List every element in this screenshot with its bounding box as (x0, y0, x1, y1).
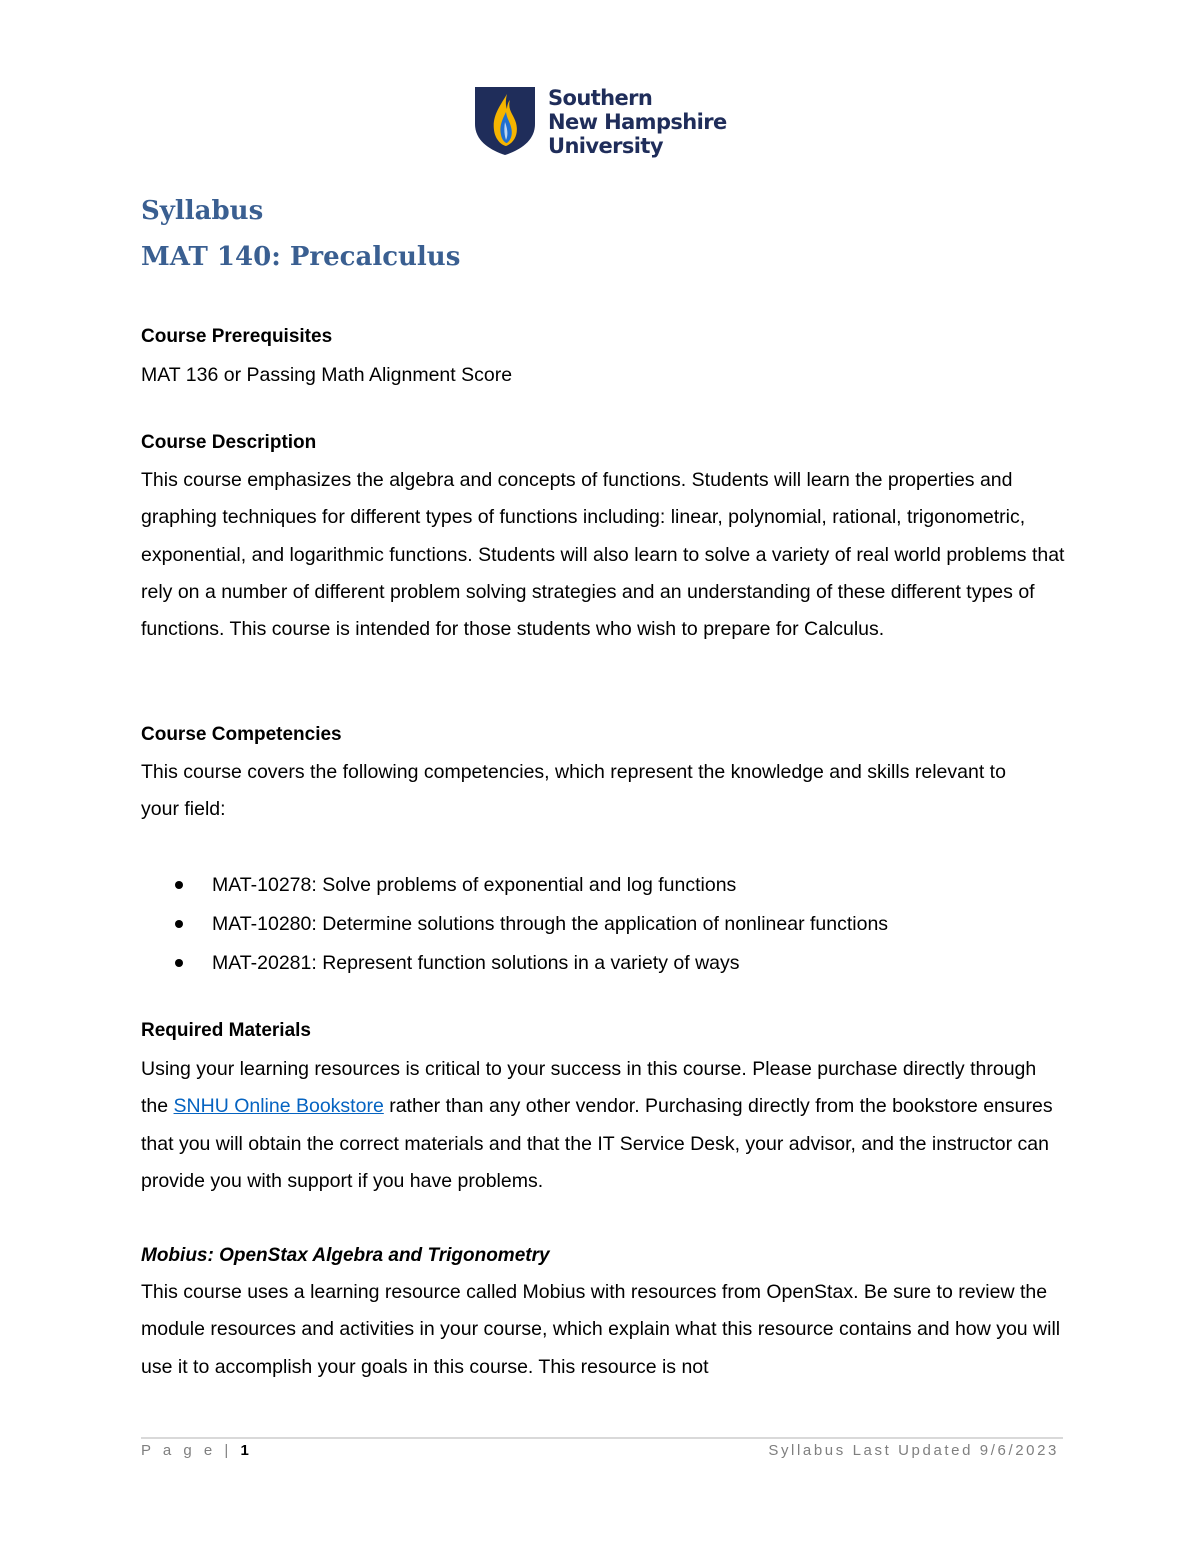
competencies-intro: This course covers the following competencies, which represent the knowledge and skills relevant to your field: (141, 761, 1006, 821)
list-item (141, 944, 888, 983)
mobius-heading: Mobius: OpenStax Algebra and Trigonometry (141, 1245, 550, 1266)
footer-page (141, 1442, 249, 1459)
logo-wordmark (548, 86, 727, 158)
footer-divider (141, 1437, 1063, 1439)
page-label: P a g e | (141, 1442, 233, 1459)
list-item (141, 866, 888, 905)
list-item (141, 905, 888, 944)
bullet-icon (175, 881, 183, 889)
bullet-icon (175, 920, 183, 928)
materials-heading: Required Materials (141, 1020, 311, 1041)
prerequisites-text: MAT 136 or Passing Math Alignment Score (141, 364, 513, 386)
competencies-heading: Course Competencies (141, 724, 342, 745)
bookstore-link[interactable]: SNHU Online Bookstore (173, 1095, 384, 1118)
description-heading: Course Description (141, 432, 317, 453)
competency-text: MAT-10278: Solve problems of exponential and log functions (212, 874, 737, 896)
shield-flame-icon (474, 86, 536, 156)
logo-line-2: New Hampshire (548, 110, 727, 134)
footer-updated: Syllabus Last Updated 9/6/2023 (768, 1442, 1059, 1459)
competency-text: MAT-20281: Represent function solutions in a variety of ways (212, 952, 740, 974)
competency-text: MAT-10280: Determine solutions through the application of nonlinear functions (212, 913, 889, 935)
course-title: MAT 140: Precalculus (141, 242, 461, 272)
description-text: This course emphasizes the algebra and concepts of functions. Students will learn the properties and graphing techniques for different types of functions including: linear, polynomial, rational, trigonometric, exponential, and logarithmic functions. Students will also learn to solve a variety of real world problems that rely on a number of different problem solving strategies and an understanding of these different types of functions. This course is intended for those students who wish to prepare for Calculus. (141, 469, 1065, 641)
competencies-list (141, 866, 888, 983)
snhu-logo (474, 86, 744, 158)
prerequisites-heading: Course Prerequisites (141, 326, 333, 347)
materials-text-before: Using your learning resources is critical to your success in this course. Please purchase directly through the (141, 1058, 1037, 1118)
materials-text (141, 1051, 1066, 1200)
bullet-icon (175, 959, 183, 967)
mobius-text: This course uses a learning resource called Mobius with resources from OpenStax. Be sure to review the module resources and activities in your course, which explain what this resource contains and how you will use it to accomplish your goals in this course. This resource is not (141, 1281, 1061, 1378)
page-number: 1 (240, 1442, 249, 1459)
logo-line-3: University (548, 134, 663, 158)
materials-text-after: rather than any other vendor. Purchasing directly from the bookstore ensures that you will obtain the correct materials and that the IT Service Desk, your advisor, and the instructor can provide you with support if you have problems. (141, 1095, 1053, 1192)
logo-line-1: Southern (548, 86, 653, 110)
document-title: Syllabus (141, 196, 264, 226)
